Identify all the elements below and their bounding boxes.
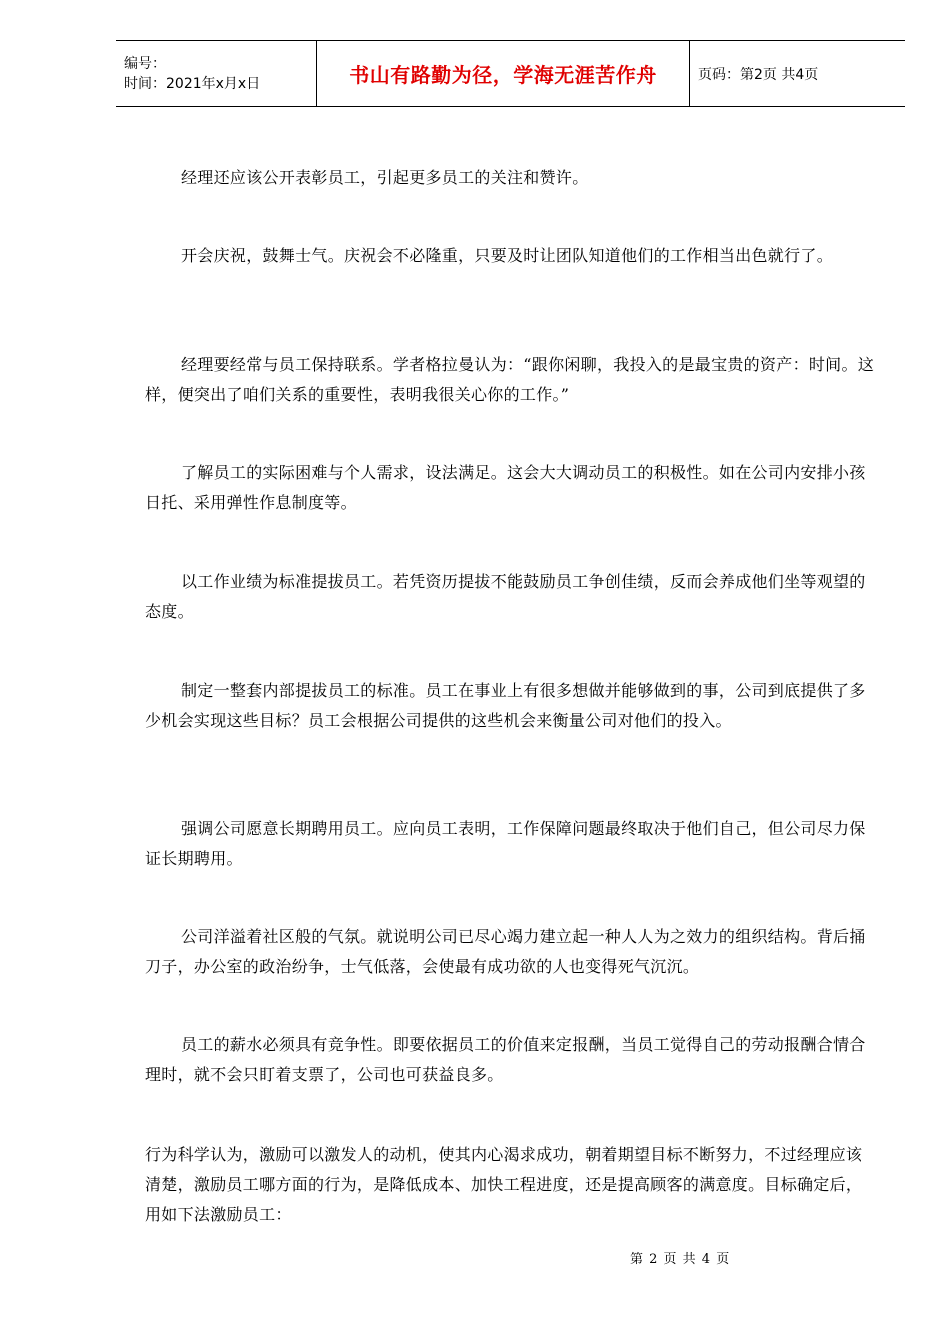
paragraph: 以工作业绩为标准提拔员工。若凭资历提拔不能鼓励员工争创佳绩，反而会养成他们坐等观望的态度。	[145, 572, 866, 621]
paragraph: 员工的薪水必须具有竞争性。即要依据员工的价值来定报酬，当员工觉得自己的劳动报酬合情合理时，就不会只盯着支票了，公司也可获益良多。	[145, 1035, 866, 1084]
paragraph: 强调公司愿意长期聘用员工。应向员工表明，工作保障问题最终取决于他们自己，但公司尽力保证长期聘用。	[145, 819, 866, 868]
paragraph: 制定一整套内部提拔员工的标准。员工在事业上有很多想做并能够做到的事，公司到底提供了多少机会实现这些目标？员工会根据公司提供的这些机会来衡量公司对他们的投入。	[145, 681, 866, 730]
paragraph: 经理要经常与员工保持联系。学者格拉曼认为：“跟你闲聊，我投入的是最宝贵的资产：时间。这样，便突出了咱们关系的重要性，表明我很关心你的工作。”	[145, 355, 875, 404]
header-motto-cell	[316, 41, 690, 106]
paragraph: 经理还应该公开表彰员工，引起更多员工的关注和赞许。	[181, 168, 589, 187]
paragraph: 开会庆祝，鼓舞士气。庆祝会不必隆重，只要及时让团队知道他们的工作相当出色就行了。	[181, 246, 834, 265]
page-header	[116, 40, 905, 107]
page-footer: 第 2 页 共 4 页	[630, 1252, 731, 1267]
header-meta	[116, 41, 316, 106]
header-page-number: 页码：第2页 共4页	[698, 66, 819, 83]
paragraph: 行为科学认为，激励可以激发人的动机，使其内心渴求成功，朝着期望目标不断努力，不过经理应该清楚，激励员工哪方面的行为，是降低成本、加快工程进度，还是提高顾客的满意度。目标确定后，用如下法激励员工：	[145, 1145, 863, 1224]
paragraph: 了解员工的实际困难与个人需求，设法满足。这会大大调动员工的积极性。如在公司内安排小孩日托、采用弹性作息制度等。	[145, 463, 866, 512]
header-page-cell	[690, 41, 818, 106]
paragraph: 公司洋溢着社区般的气氛。就说明公司已尽心竭力建立起一种人人为之效力的组织结构。背后捅刀子，办公室的政治纷争，士气低落，会使最有成功欲的人也变得死气沉沉。	[145, 927, 866, 976]
document-number: 编号：	[124, 55, 166, 72]
header-motto: 书山有路勤为径，学海无涯苦作舟	[349, 63, 657, 87]
document-time: 时间：2021年x月x日	[124, 75, 261, 92]
